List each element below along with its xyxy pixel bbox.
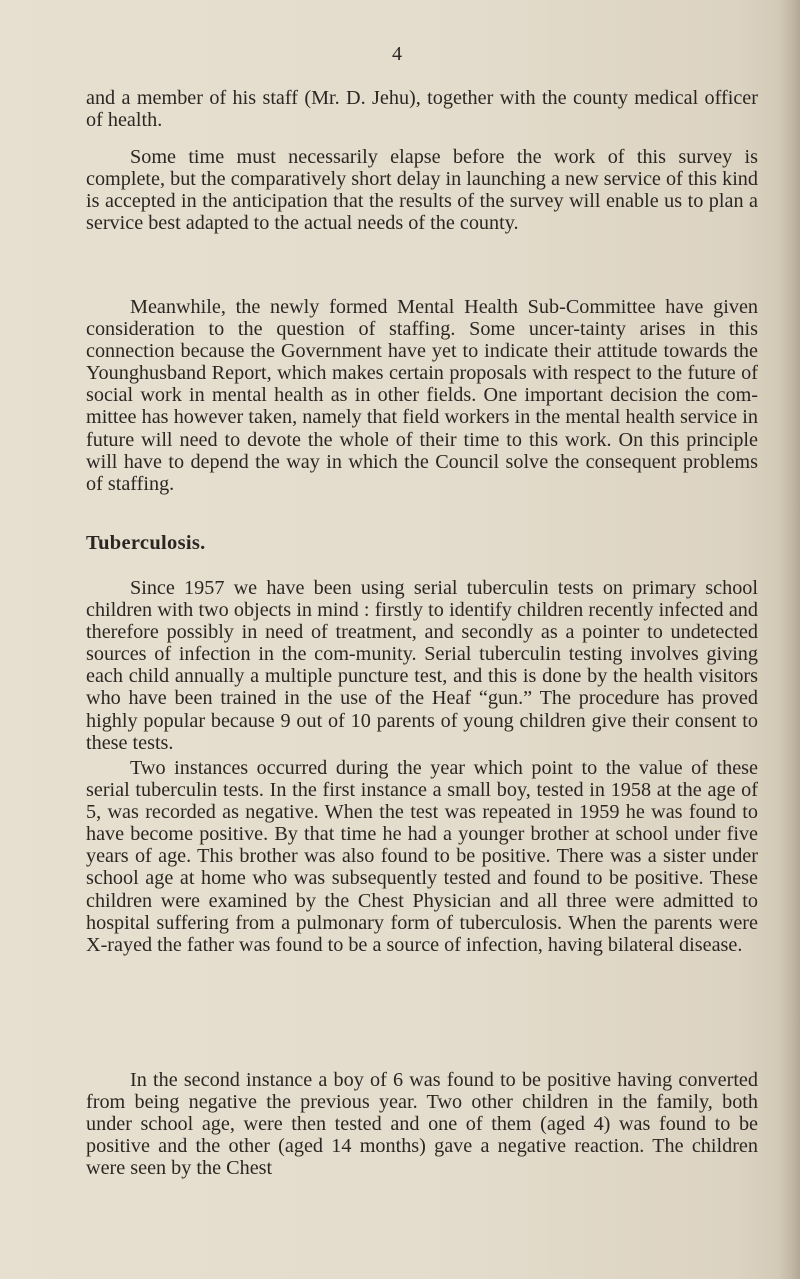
paragraph-mental-health-staffing: Meanwhile, the newly formed Mental Health Sub-Committee have given consideration to the question of staffing. Some uncer-tainty arises in this connection because the Government have yet to indicate their attitude towards the Younghusband Report, which makes certain proposals with respect to the future of social work in mental health as in other fields. One important decision the com-mittee has however taken, namely that field workers in the mental health service in future will need to devote the whole of their time to this work. On this principle will have to depend the way in which the Council solve the consequent problems of staffing.	[86, 296, 758, 495]
paragraph-second-instance: In the second instance a boy of 6 was found to be positive having converted from being negative the previous year. Two other children in the family, both under school age, were then tested and one of them (aged 4) was found to be positive and the other (aged 14 months) gave a negative reaction. The children were seen by the Chest	[86, 1069, 758, 1180]
paragraph-tuberculin-tests: Since 1957 we have been using serial tuberculin tests on primary school children with two objects in mind : firstly to identify children recently infected and therefore possibly in need of treatment, and secondly as a pointer to undetected sources of infection in the com-munity. Serial tuberculin testing involves giving each child annually a multiple puncture test, and this is done by the health visitors who have been trained in the use of the Heaf “gun.” The procedure has proved highly popular because 9 out of 10 parents of young children give their consent to these tests.	[86, 577, 758, 754]
paragraph-survey: Some time must necessarily elapse before the work of this survey is complete, but the comparatively short delay in launching a new service of this kind is accepted in the anticipation that the results of the survey will enable us to plan a service best adapted to the actual needs of the county.	[86, 146, 758, 235]
page-edge-shadow	[778, 0, 800, 1279]
paragraph-continuation: and a member of his staff (Mr. D. Jehu), together with the county medical officer of health.	[86, 87, 758, 132]
paragraph-first-instance: Two instances occurred during the year which point to the value of these serial tuberculin tests. In the first instance a small boy, tested in 1958 at the age of 5, was recorded as negative. When the test was repeated in 1959 he was found to have become positive. By that time he had a younger brother at school under five years of age. This brother was also found to be positive. There was a sister under school age at home who was subsequently tested and found to be positive. These children were examined by the Chest Physician and all three were admitted to hospital suffering from a pulmonary form of tuberculosis. When the parents were X-rayed the father was found to be a source of infection, having bilateral disease.	[86, 757, 758, 956]
section-heading-tuberculosis: Tuberculosis.	[86, 532, 206, 554]
page-number: 4	[392, 43, 402, 65]
